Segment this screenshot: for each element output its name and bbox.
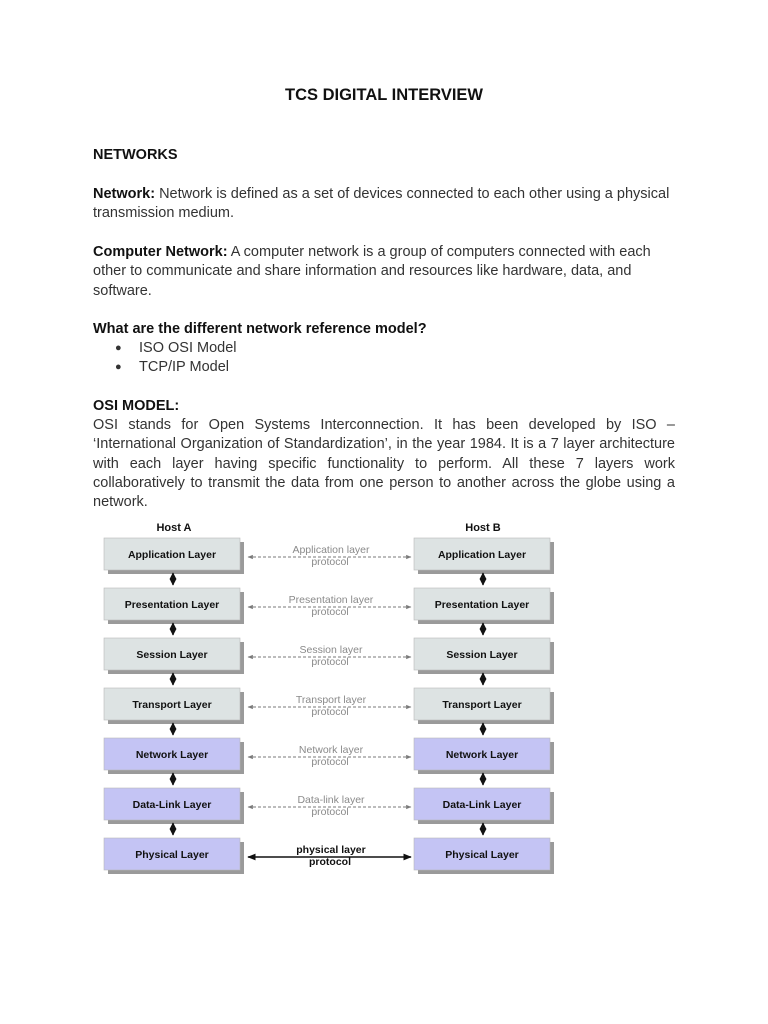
bullet-icon: ● bbox=[115, 342, 122, 354]
protocol-label: protocol bbox=[311, 756, 349, 768]
network-definition-text: Network is defined as a set of devices connected to each other using a physical transmission medium. bbox=[93, 186, 670, 222]
host-a-layer-label: Data-Link Layer bbox=[132, 799, 212, 811]
protocol-label: Data-link layer bbox=[297, 794, 365, 806]
list-item-label: ISO OSI Model bbox=[139, 340, 237, 356]
protocol-label: protocol bbox=[309, 856, 351, 868]
host-b-layer-label: Physical Layer bbox=[445, 849, 519, 861]
reference-model-question: What are the different network reference model? bbox=[93, 321, 427, 337]
protocol-label: Transport layer bbox=[295, 694, 367, 706]
host-a-layer-label: Presentation Layer bbox=[124, 599, 220, 611]
document-title: TCS DIGITAL INTERVIEW bbox=[284, 86, 483, 104]
host-a-layer-label: Network Layer bbox=[135, 749, 209, 761]
list-item-label: TCP/IP Model bbox=[139, 359, 229, 376]
protocol-label: Presentation layer bbox=[288, 594, 374, 606]
protocol-label: Application layer bbox=[292, 544, 370, 556]
protocol-label: protocol bbox=[311, 806, 349, 818]
network-term: Network: bbox=[93, 186, 156, 202]
bullet-icon: ● bbox=[115, 361, 122, 374]
host-b-layer-label: Session Layer bbox=[446, 649, 518, 661]
protocol-label: protocol bbox=[311, 656, 349, 668]
host-a-layer-label: Application Layer bbox=[127, 549, 217, 561]
computer-network-term: Computer Network: bbox=[93, 244, 228, 260]
host-a-layer-label: Physical Layer bbox=[135, 849, 209, 861]
protocol-label: protocol bbox=[311, 556, 349, 568]
host-b-label: Host B bbox=[465, 522, 501, 534]
host-b-layer-label: Network Layer bbox=[445, 749, 519, 761]
host-a-layer-label: Transport Layer bbox=[132, 699, 212, 711]
computer-network-definition-text: A computer network is a group of computers connected with each other to communicate and share information and resources like hardware, data, and software. bbox=[93, 244, 651, 299]
protocol-label: physical layer bbox=[296, 844, 366, 856]
osi-model-paragraph: OSI stands for Open Systems Interconnection. It has been developed by ISO – ‘International Organization of Standardization’, in the year 1984. It is a 7 layer architecture with each layer having specific functionality to perform. All these 7 layers work collaboratively to transmit the data from one person to another across the globe using a network. bbox=[93, 417, 675, 511]
host-b-layer-label: Presentation Layer bbox=[434, 599, 530, 611]
host-a-layer-label: Session Layer bbox=[136, 649, 208, 661]
section-heading-networks: NETWORKS bbox=[93, 147, 178, 163]
protocol-label: Session layer bbox=[299, 644, 363, 656]
protocol-label: protocol bbox=[311, 606, 349, 618]
osi-model-heading: OSI MODEL: bbox=[93, 398, 180, 414]
host-a-label: Host A bbox=[156, 522, 192, 534]
host-b-layer-label: Transport Layer bbox=[442, 699, 522, 711]
protocol-label: Network layer bbox=[298, 744, 364, 756]
host-b-layer-label: Application Layer bbox=[437, 549, 527, 561]
host-b-layer-label: Data-Link Layer bbox=[442, 799, 522, 811]
protocol-label: protocol bbox=[311, 706, 349, 718]
